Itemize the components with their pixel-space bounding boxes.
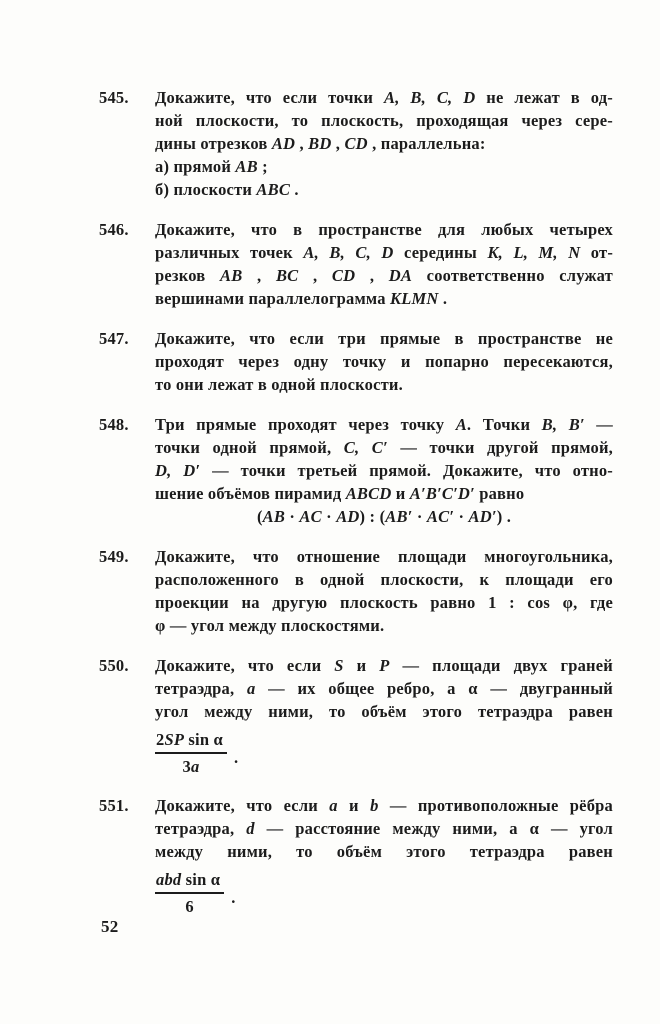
text-run: и [391, 484, 410, 503]
math-var: C, C′ [343, 438, 388, 457]
problem-body [155, 86, 613, 201]
text-line [155, 155, 613, 178]
text-run: проходят через одну точку и попарно пересекаются, [155, 352, 613, 371]
text-line [155, 413, 613, 436]
text-run: 3 [182, 757, 191, 776]
text-run: . [290, 180, 299, 199]
fraction [155, 869, 224, 917]
text-line [155, 840, 613, 863]
math-var: DA [388, 266, 413, 285]
math-var: A, B, C, D [303, 243, 394, 262]
text-line [155, 459, 613, 482]
text-run: . Точки [466, 415, 542, 434]
text-line [155, 568, 613, 591]
text-run: Три прямые проходят через точку [155, 415, 456, 434]
math-var: CD [331, 266, 356, 285]
problem-item [99, 327, 613, 396]
math-var: a [329, 796, 338, 815]
problem-item [99, 413, 613, 528]
math-var: D, D′ [155, 461, 201, 480]
text-run: угол между ними, то объём этого тетраэдра равен [155, 702, 613, 721]
math-var: AD [271, 134, 296, 153]
text-run: Докажите, что если [155, 796, 330, 815]
problem-item [99, 218, 613, 310]
problem-number: 549. [99, 547, 129, 566]
problem-item [99, 545, 613, 637]
math-var: abd [156, 870, 182, 889]
text-line [155, 132, 613, 155]
math-var: AB [219, 266, 243, 285]
text-run: — расстояние между ними, а α — угол [254, 819, 613, 838]
math-var: P [379, 656, 390, 675]
fraction-numerator [155, 869, 224, 894]
problem-number: 546. [99, 220, 129, 239]
formula-fraction [155, 729, 238, 777]
problem-number: 550. [99, 656, 129, 675]
math-var: A, B, C, D [384, 88, 476, 107]
formula-fraction [155, 869, 236, 917]
fraction-denominator [185, 894, 193, 917]
text-line [155, 817, 613, 840]
problem-item [99, 654, 613, 777]
math-var: CD [344, 134, 368, 153]
text-line [155, 109, 613, 132]
math-var: AC [299, 507, 322, 526]
math-var: AB [262, 507, 286, 526]
problem-body [155, 413, 613, 528]
text-run: Докажите, что в пространстве для любых четырех [155, 220, 613, 239]
math-var: BC [275, 266, 299, 285]
problem-number: 548. [99, 415, 129, 434]
text-line [155, 86, 613, 109]
text-line [155, 241, 613, 264]
text-line [155, 327, 613, 350]
problem-body [155, 545, 613, 637]
text-run: вершинами параллелограмма [155, 289, 391, 308]
math-var: BD [308, 134, 332, 153]
text-run: ( [256, 507, 263, 526]
math-var: A′B′C′D′ [409, 484, 475, 503]
text-run: sin α [184, 730, 223, 749]
math-var: b [370, 796, 379, 815]
fraction-denominator [183, 754, 200, 777]
text-run: , [242, 266, 276, 285]
text-run: sin α [181, 870, 221, 889]
text-line [155, 545, 613, 568]
text-run: 2 [156, 730, 165, 749]
math-var: a [247, 679, 256, 698]
text-run: дины отрезков [155, 134, 272, 153]
text-run: , [295, 134, 309, 153]
math-var: ABC [256, 180, 291, 199]
text-line [155, 218, 613, 241]
text-run: точки одной прямой, [155, 438, 344, 457]
text-run: тетраэдра, [155, 679, 247, 698]
text-line [155, 505, 613, 528]
problem-item [99, 794, 613, 917]
math-var: d [246, 819, 255, 838]
math-var: A [455, 415, 467, 434]
text-run: и [337, 796, 371, 815]
problem-number: 551. [99, 796, 129, 815]
text-run: · [454, 507, 469, 526]
text-line [155, 700, 613, 723]
text-run: и [343, 656, 380, 675]
fraction-period: . [231, 887, 236, 907]
fraction [155, 729, 227, 777]
text-run: тетраэдра, [155, 819, 247, 838]
math-var: B, B′ [541, 415, 585, 434]
problem-body [155, 794, 613, 917]
text-line [155, 373, 613, 396]
text-run: — [584, 415, 613, 434]
text-run: соответственно служат [412, 266, 613, 285]
text-run: — их общее ребро, а α — двугранный [255, 679, 613, 698]
text-run: не лежат в од- [475, 88, 613, 107]
math-var: AC′ [426, 507, 455, 526]
text-run: — площади двух граней [389, 656, 613, 675]
text-run: , [298, 266, 332, 285]
problem-item [99, 86, 613, 201]
text-run: ; [257, 157, 268, 176]
text-line [155, 794, 613, 817]
text-run: — точки третьей прямой. Докажите, что отно- [200, 461, 613, 480]
math-var: AB [235, 157, 258, 176]
problem-body [155, 327, 613, 396]
math-var: a [190, 757, 200, 776]
text-run: различных точек [155, 243, 304, 262]
text-line [155, 677, 613, 700]
page-number: 52 [101, 917, 119, 936]
text-run: середины [393, 243, 488, 262]
formula-line [155, 723, 613, 777]
problem-number: 545. [99, 88, 129, 107]
text-run: — точки другой прямой, [387, 438, 613, 457]
text-run: — противоположные рёбра [378, 796, 613, 815]
text-run: Докажите, что если [155, 656, 335, 675]
math-var: AB′ [385, 507, 413, 526]
text-run: между ними, то объём этого тетраэдра равен [155, 842, 613, 861]
text-run: · [412, 507, 427, 526]
math-var: SP [164, 730, 185, 749]
text-run: φ — угол между плоскостями. [155, 616, 385, 635]
text-line [155, 178, 613, 201]
text-run: проекции на другую плоскость равно 1 : cos φ, где [155, 593, 613, 612]
text-run: · [285, 507, 300, 526]
math-var: S [334, 656, 344, 675]
text-run: резков [155, 266, 220, 285]
text-run: . [438, 289, 448, 308]
text-run: а) прямой [155, 157, 236, 176]
text-line [155, 591, 613, 614]
math-var: AD [336, 507, 360, 526]
text-run: ) . [496, 507, 512, 526]
text-run: б) плоскости [155, 180, 257, 199]
text-run: 6 [185, 897, 194, 916]
text-line [155, 654, 613, 677]
text-line [155, 287, 613, 310]
text-run: ) : ( [359, 507, 386, 526]
math-var: KLMN [390, 289, 439, 308]
text-run: , [355, 266, 389, 285]
formula-line [155, 863, 613, 917]
problem-body [155, 218, 613, 310]
text-line [155, 350, 613, 373]
text-run: Докажите, что отношение площади многоугольника, [155, 547, 613, 566]
math-var: AD′ [468, 507, 497, 526]
text-run: Докажите, что если точки [155, 88, 384, 107]
text-run: то они лежат в одной плоскости. [155, 375, 403, 394]
fraction-numerator [155, 729, 227, 754]
text-run: · [321, 507, 337, 526]
text-line [155, 264, 613, 287]
text-run: ной плоскости, то плоскость, проходящая через сере- [155, 111, 613, 130]
text-run: от- [580, 243, 614, 262]
problems-list [99, 86, 613, 934]
math-var: K, L, M, N [487, 243, 581, 262]
text-run: расположенного в одной плоскости, к площади его [155, 570, 613, 589]
problem-body [155, 654, 613, 777]
text-run: , параллельна: [367, 134, 486, 153]
text-line [155, 614, 613, 637]
text-run: шение объёмов пирамид [155, 484, 346, 503]
text-line [155, 482, 613, 505]
text-run: , [331, 134, 345, 153]
math-var: ABCD [345, 484, 392, 503]
text-run: равно [474, 484, 525, 503]
problem-number: 547. [99, 329, 129, 348]
text-run: Докажите, что если три прямые в пространстве не [155, 329, 613, 348]
text-line [155, 436, 613, 459]
fraction-period: . [233, 747, 239, 767]
